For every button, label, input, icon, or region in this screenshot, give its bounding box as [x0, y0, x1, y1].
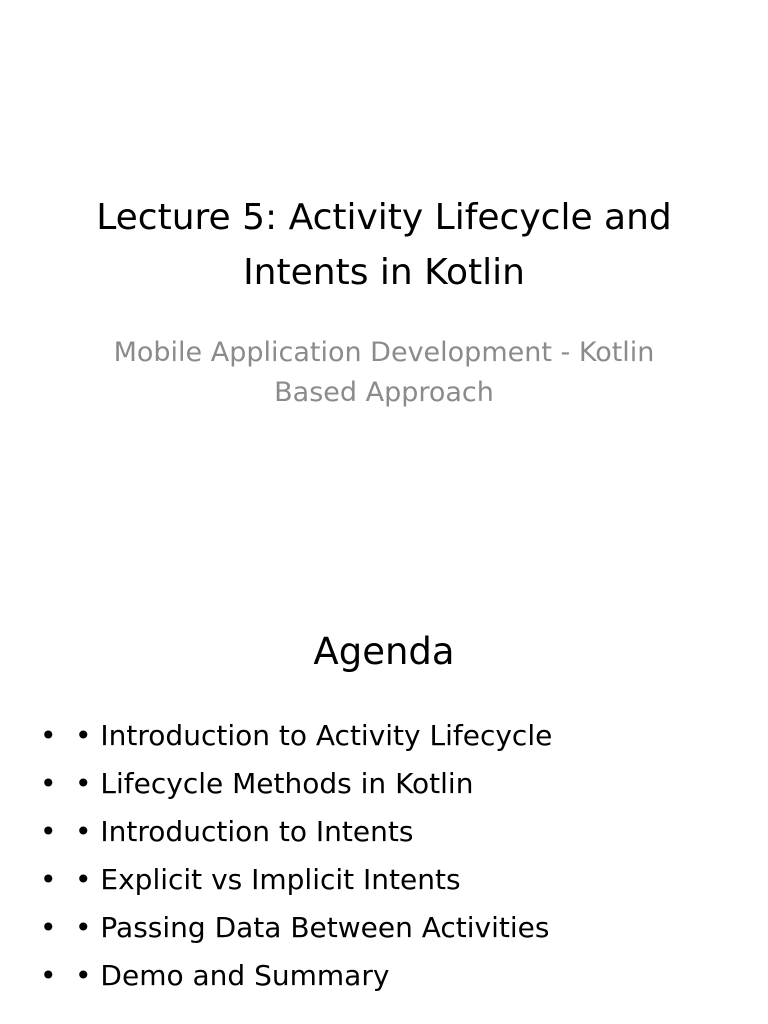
agenda-item	[40, 856, 730, 904]
agenda-item-text: • Passing Data Between Activities	[75, 911, 550, 944]
agenda-item	[40, 952, 730, 1000]
agenda-item	[40, 904, 730, 952]
agenda-item-text: • Explicit vs Implicit Intents	[75, 863, 461, 896]
bullet-icon: •	[40, 815, 57, 848]
agenda-list	[40, 712, 730, 1000]
bullet-icon: •	[40, 719, 57, 752]
slide-title: Lecture 5: Activity Lifecycle and Intents in Kotlin	[96, 197, 672, 293]
agenda-item-text: • Demo and Summary	[75, 959, 390, 992]
bullet-icon: •	[40, 767, 57, 800]
bullet-icon: •	[40, 959, 57, 992]
agenda-title: Agenda	[313, 630, 455, 673]
agenda-item	[40, 712, 730, 760]
bullet-icon: •	[40, 863, 57, 896]
agenda-item-text: • Introduction to Intents	[75, 815, 414, 848]
agenda-item	[40, 808, 730, 856]
slide-subtitle: Mobile Application Development - Kotlin Based Approach	[113, 337, 655, 408]
agenda-item-text: • Introduction to Activity Lifecycle	[75, 719, 553, 752]
agenda-item	[40, 760, 730, 808]
agenda-item-text: • Lifecycle Methods in Kotlin	[75, 767, 474, 800]
bullet-icon: •	[40, 911, 57, 944]
agenda-slide	[0, 512, 768, 1024]
